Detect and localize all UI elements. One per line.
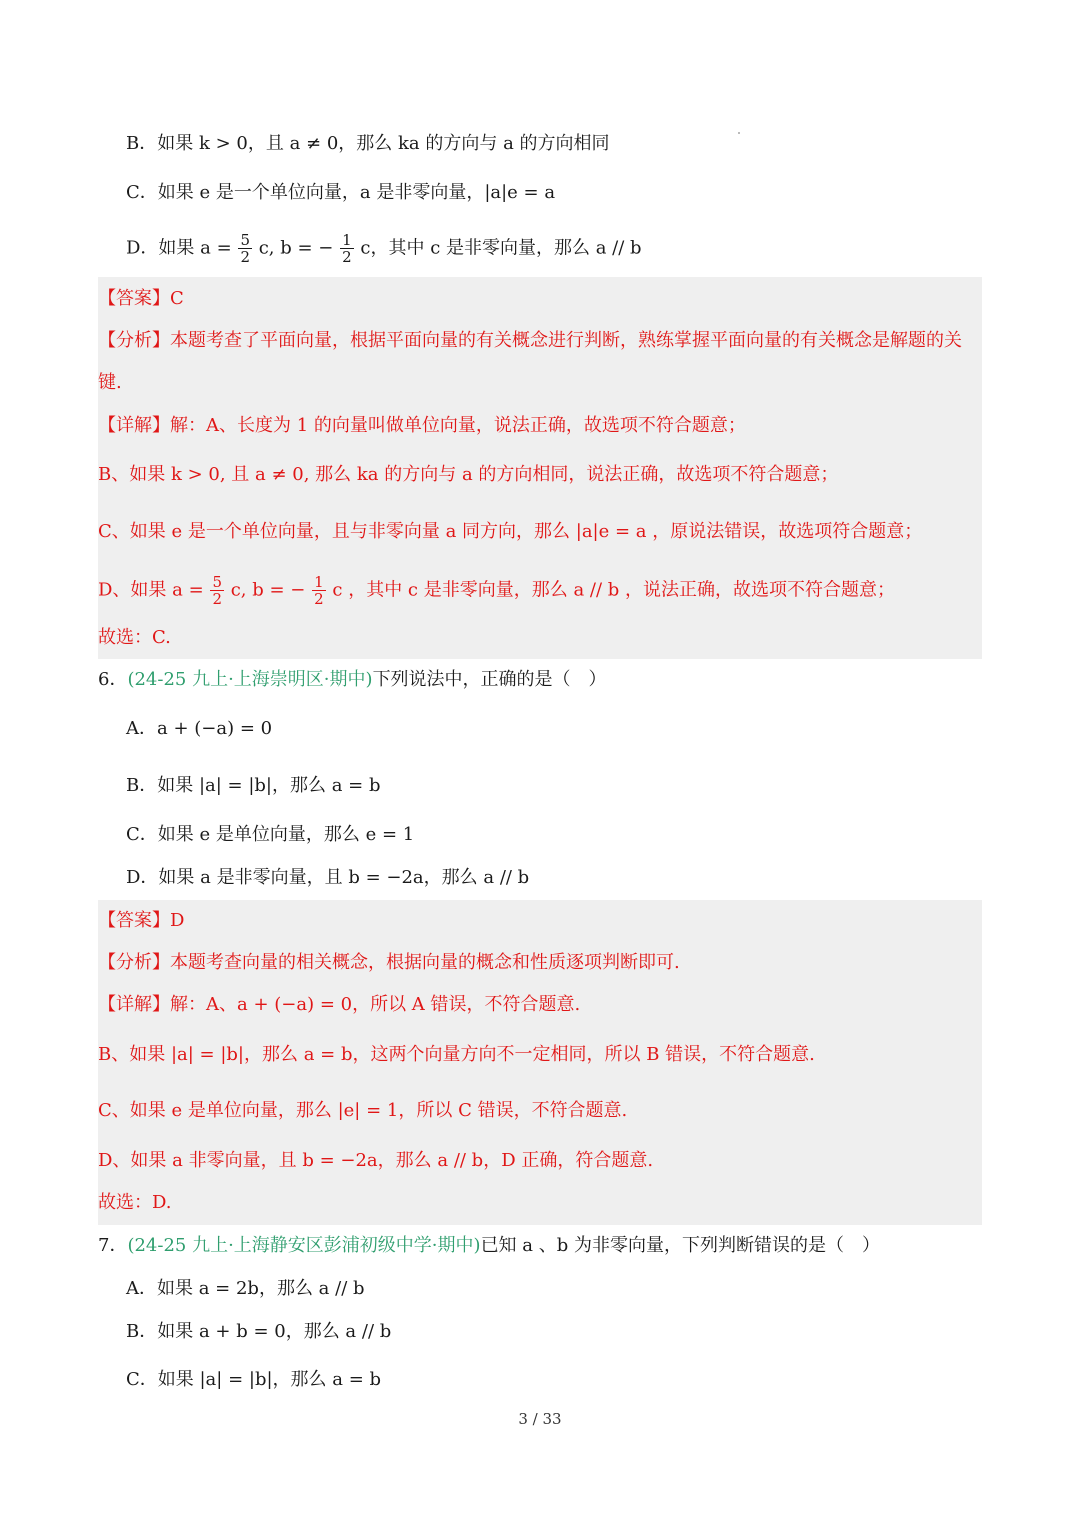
q5-detail-c: C、如果 e 是一个单位向量，且与非零向量 a 同方向，那么 |a|e = a ，原说法错误，故选项符合题意； bbox=[98, 521, 923, 542]
fraction: $\frac{5}{2}$ bbox=[240, 231, 250, 266]
q5-detail-b: B、如果 k > 0, 且 a ≠ 0, 那么 ka 的方向与 a 的方向相同，说法正确，故选项不符合题意； bbox=[98, 464, 839, 485]
fraction: $\frac{1}{2}$ bbox=[342, 231, 352, 266]
q6-analysis: 【分析】本题考查向量的相关概念，根据向量的概念和性质逐项判断即可. bbox=[98, 952, 680, 973]
q5-analysis: 【分析】本题考查了平面向量，根据平面向量的有关概念进行判断，熟练掌握平面向量的有关概念是解题的关键. bbox=[98, 330, 962, 393]
q6-option-a: A．a + (−a) = 0 bbox=[126, 718, 273, 739]
q7-option-a: A．如果 a = 2b，那么 a // b bbox=[126, 1278, 365, 1299]
q5-option-b: B．如果 k > 0，且 a ≠ 0，那么 ka 的方向与 a 的方向相同 bbox=[126, 133, 610, 154]
fraction: $\frac{5}{2}$ bbox=[212, 573, 222, 608]
q5-option-c: C．如果 e 是一个单位向量，a 是非零向量，|a|e = a bbox=[126, 182, 556, 203]
q6-answer: 【答案】D bbox=[98, 910, 185, 931]
q7-option-b: B．如果 a + b = 0，那么 a // b bbox=[126, 1321, 392, 1342]
q5-detail-d: D、如果 a = $\frac{5}{2}$ c, b = − $\frac{1}{2}$ c ，其中 c 是非零向量，那么 a // b ，说法正确，故选项不符合题意； bbox=[98, 573, 895, 608]
fraction: $\frac{1}{2}$ bbox=[314, 573, 324, 608]
q6-source: (24-25 九上·上海崇明区·期中) bbox=[127, 669, 373, 690]
q5-option-d: D．如果 a = $\frac{5}{2}$ c, b = − $\frac{1}{2}$ c，其中 c 是非零向量，那么 a // b bbox=[126, 231, 642, 266]
q6-stem: 6．(24-25 九上·上海崇明区·期中)下列说法中，正确的是（ ） bbox=[98, 669, 607, 690]
q6-detail-b: B、如果 |a| = |b|，那么 a = b，这两个向量方向不一定相同，所以 B 错误，不符合题意. bbox=[98, 1044, 815, 1065]
q7-option-c: C．如果 |a| = |b|，那么 a = b bbox=[126, 1369, 382, 1390]
q6-detail-c: C、如果 e 是单位向量，那么 |e| = 1，所以 C 错误，不符合题意. bbox=[98, 1100, 628, 1121]
q6-option-d: D．如果 a 是非零向量，且 b = −2a，那么 a // b bbox=[126, 867, 530, 888]
q6-detail-d: D、如果 a 非零向量，且 b = −2a，那么 a // b，D 正确，符合题意. bbox=[98, 1150, 654, 1171]
scan-speck bbox=[738, 132, 740, 134]
page-number: 3 / 33 bbox=[518, 1410, 562, 1428]
q5-answer: 【答案】C bbox=[98, 288, 184, 309]
q6-option-b: B．如果 |a| = |b|，那么 a = b bbox=[126, 775, 381, 796]
q6-choice: 故选：D. bbox=[98, 1192, 172, 1213]
q6-detail-a: 【详解】解：A、a + (−a) = 0，所以 A 错误，不符合题意. bbox=[98, 994, 581, 1015]
q7-stem: 7．(24-25 九上·上海静安区彭浦初级中学·期中)已知 a 、b 为非零向量，下列判断错误的是（ ） bbox=[98, 1235, 880, 1256]
q6-option-c: C．如果 e 是单位向量，那么 e = 1 bbox=[126, 824, 415, 845]
q5-choice: 故选：C. bbox=[98, 627, 171, 648]
q5-detail-a: 【详解】解：A、长度为 1 的向量叫做单位向量，说法正确，故选项不符合题意； bbox=[98, 415, 746, 436]
q7-source: (24-25 九上·上海静安区彭浦初级中学·期中) bbox=[127, 1235, 481, 1256]
